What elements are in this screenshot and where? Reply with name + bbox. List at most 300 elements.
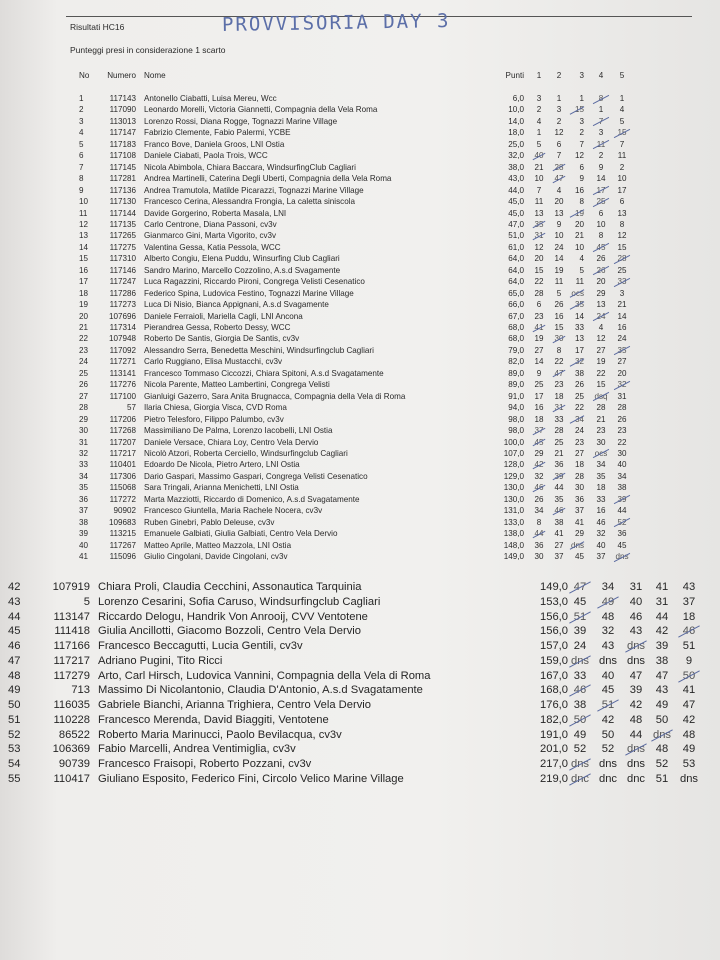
race-score-5: 23 xyxy=(617,426,627,436)
table-row xyxy=(0,640,720,655)
crew-name: Giuliano Esposito, Federico Fini, Circolo Velico Marine Village xyxy=(98,772,404,785)
row-no: 49 xyxy=(8,684,21,697)
race-score-5: 45 xyxy=(617,540,627,550)
race-score-3: 27 xyxy=(574,448,584,458)
race-score-2: 24 xyxy=(554,242,564,252)
crew-name: Daniele Ciabati, Paola Trois, WCC xyxy=(144,151,268,161)
race-score-4: 52 xyxy=(655,758,669,770)
race-score-3: 30 xyxy=(574,483,584,493)
row-no: 1 xyxy=(79,94,84,103)
race-score-3: 19 xyxy=(570,209,584,218)
total-points: 61,0 xyxy=(508,242,524,252)
race-score-4: 26 xyxy=(596,254,606,264)
race-score-1: 2 xyxy=(536,105,542,115)
column-header-numero: Numero xyxy=(107,71,136,80)
race-score-1: 51 xyxy=(569,611,591,623)
sail-number: 113141 xyxy=(109,368,136,378)
race-score-4: 9 xyxy=(598,162,604,172)
crew-name: Luca Ragazzini, Riccardo Pironi, Congrega Velisti Cesenatico xyxy=(144,277,365,287)
sail-number: 713 xyxy=(71,684,90,697)
row-no: 16 xyxy=(79,265,89,275)
race-score-2: 43 xyxy=(601,640,615,652)
sail-number: 115068 xyxy=(109,483,136,493)
sail-number: 117206 xyxy=(109,414,136,424)
race-score-4: 13 xyxy=(596,300,606,310)
sail-number: 117271 xyxy=(109,357,136,367)
row-no: 15 xyxy=(79,254,89,264)
race-score-1: 33 xyxy=(573,669,587,682)
table-row xyxy=(0,460,720,471)
race-score-2: 46 xyxy=(554,506,564,516)
race-score-1: 22 xyxy=(534,277,544,287)
row-no: 47 xyxy=(8,654,21,667)
race-score-2: 37 xyxy=(554,552,564,561)
column-header-race-1: 1 xyxy=(536,71,542,80)
table-row xyxy=(0,197,720,208)
crew-name: Massimo Di Nicolantonio, Claudia D'Antonio, A.s.d Svagatamente xyxy=(98,684,423,697)
race-score-1: 4 xyxy=(536,116,542,126)
total-points: 128,0 xyxy=(503,460,524,470)
race-score-5: 53 xyxy=(682,758,696,770)
sail-number: 117275 xyxy=(109,242,136,252)
total-points: 89,0 xyxy=(508,380,524,390)
sail-number: 117207 xyxy=(109,437,136,447)
race-score-1: 47 xyxy=(569,581,591,593)
total-points: 133,0 xyxy=(503,517,524,527)
race-score-5: 5 xyxy=(619,116,625,126)
race-score-1: 27 xyxy=(534,345,544,355)
race-score-5: 17 xyxy=(617,185,627,195)
crew-name: Francesco Beccagutti, Lucia Gentili, cv3v xyxy=(98,640,303,652)
race-score-2: 13 xyxy=(554,208,564,218)
crew-name: Andrea Tramutola, Matilde Picarazzi, Tognazzi Marine Village xyxy=(144,185,364,195)
row-no: 12 xyxy=(79,219,89,229)
race-score-3: 5 xyxy=(579,265,584,275)
table-row xyxy=(0,506,720,517)
race-score-5: dns xyxy=(615,552,629,561)
total-points: 156,0 xyxy=(540,610,568,623)
crew-name: Emanuele Galbiati, Giulia Galbiati, Centro Vela Dervio xyxy=(144,529,338,539)
row-no: 24 xyxy=(79,357,89,367)
total-points: 38,0 xyxy=(508,162,524,172)
total-points: 79,0 xyxy=(508,345,524,355)
race-score-3: 12 xyxy=(574,151,584,161)
sail-number: 117135 xyxy=(109,219,136,229)
sail-number: 117092 xyxy=(109,345,136,355)
crew-name: Fabrizio Clemente, Fabio Palermi, YCBE xyxy=(144,128,291,138)
table-row xyxy=(0,552,720,563)
crew-name: Valentina Gessa, Katia Pessola, WCC xyxy=(144,242,281,252)
column-header-row xyxy=(0,71,720,83)
row-no: 21 xyxy=(79,323,89,332)
handwritten-stamp: PROVVISORIA DAY 3 xyxy=(221,10,451,36)
race-score-3: 46 xyxy=(629,610,643,623)
race-score-4: 43 xyxy=(655,684,669,697)
sail-number: 107919 xyxy=(52,581,90,593)
race-score-2: 18 xyxy=(554,391,564,401)
sail-number: 117166 xyxy=(53,640,90,652)
race-score-2: 38 xyxy=(554,517,564,527)
table-row xyxy=(0,323,720,334)
crew-name: Giulia Ancillotti, Giacomo Bozzoli, Centro Vela Dervio xyxy=(98,625,362,638)
race-score-4: dsq xyxy=(594,391,608,401)
race-score-3: 35 xyxy=(570,300,584,309)
column-header-no: No xyxy=(79,71,90,80)
sail-number: 117314 xyxy=(109,323,136,332)
race-score-1: 46 xyxy=(569,684,591,696)
sail-number: 117273 xyxy=(109,300,136,310)
table-row xyxy=(0,415,720,426)
total-points: 182,0 xyxy=(540,713,568,726)
row-no: 41 xyxy=(79,552,89,561)
total-points: 219,0 xyxy=(540,772,568,785)
race-score-5: 36 xyxy=(617,529,627,539)
race-score-1: 46 xyxy=(534,483,544,493)
total-points: 107,0 xyxy=(503,448,524,458)
race-score-2: 10 xyxy=(554,231,564,241)
total-points: 44,0 xyxy=(508,185,524,195)
race-score-1: 6 xyxy=(536,300,542,310)
table-row xyxy=(0,254,720,265)
table-row xyxy=(0,231,720,242)
row-no: 50 xyxy=(8,699,21,711)
race-score-5: 35 xyxy=(614,346,630,355)
crew-name: Lorenzo Cesarini, Sofia Caruso, Windsurfingclub Cagliari xyxy=(98,595,381,608)
crew-name: Pietro Telesforo, Filippo Palumbo, cv3v xyxy=(144,414,284,424)
table-row xyxy=(0,581,720,596)
race-score-5: 11 xyxy=(617,151,627,161)
row-no: 39 xyxy=(79,529,89,539)
race-score-3: dns xyxy=(626,640,646,652)
race-score-2: 42 xyxy=(601,713,615,726)
race-score-2: 36 xyxy=(554,460,564,470)
row-no: 26 xyxy=(79,380,89,390)
row-no: 42 xyxy=(8,581,21,593)
crew-name: Davide Gorgerino, Roberta Masala, LNI xyxy=(144,208,287,218)
table-row xyxy=(0,483,720,494)
column-header-nome: Nome xyxy=(144,71,166,80)
row-no: 20 xyxy=(79,311,89,321)
race-score-2: 41 xyxy=(554,529,564,539)
race-score-4: 21 xyxy=(596,414,606,424)
race-score-4: 24 xyxy=(593,312,609,321)
table-row xyxy=(0,289,720,300)
race-score-4: 1 xyxy=(598,105,604,115)
crew-name: Gianmarco Gini, Marta Vigorito, cv3v xyxy=(144,231,277,241)
race-score-3: 43 xyxy=(629,625,643,638)
table-row xyxy=(0,392,720,403)
race-score-1: 36 xyxy=(534,540,544,550)
race-score-1: 7 xyxy=(536,185,542,195)
race-score-3: ocs xyxy=(571,288,584,298)
row-no: 51 xyxy=(8,713,21,726)
race-score-3: dns xyxy=(626,743,646,756)
row-no: 29 xyxy=(79,414,89,424)
race-score-1: 49 xyxy=(573,728,587,741)
total-points: 138,0 xyxy=(503,529,524,539)
race-score-3: 24 xyxy=(574,426,584,436)
crew-name: Ruben Ginebri, Pablo Deleuse, cv3v xyxy=(144,517,275,527)
race-score-3: 14 xyxy=(574,311,584,321)
crew-name: Gianluigi Gazerro, Sara Anita Brugnacca, Compagnia della Vela di Roma xyxy=(144,391,406,401)
race-score-4: 27 xyxy=(596,345,606,355)
race-score-2: 23 xyxy=(554,380,564,390)
sail-number: 117183 xyxy=(109,139,136,149)
total-points: 149,0 xyxy=(540,581,568,593)
race-score-2: 45 xyxy=(601,684,615,697)
race-score-1: 1 xyxy=(536,128,542,138)
crew-name: Leonardo Morelli, Victoria Giannetti, Compagnia della Vela Roma xyxy=(144,105,378,115)
race-score-2: 4 xyxy=(556,185,562,195)
table-row xyxy=(0,438,720,449)
race-score-3: 3 xyxy=(579,116,584,126)
row-no: 34 xyxy=(79,471,89,481)
total-points: 66,0 xyxy=(508,300,524,310)
sail-number: 117279 xyxy=(53,669,90,682)
crew-name: Gabriele Bianchi, Arianna Trighiera, Centro Vela Dervio xyxy=(98,699,371,711)
crew-name: Adriano Pugini, Tito Ricci xyxy=(98,654,223,667)
total-points: 64,0 xyxy=(508,277,524,287)
race-score-4: 3 xyxy=(598,128,604,138)
race-score-5: 10 xyxy=(617,174,627,184)
race-score-2: 7 xyxy=(556,151,562,161)
race-score-4: 37 xyxy=(596,552,606,561)
total-points: 149,0 xyxy=(503,552,524,561)
race-score-4: 34 xyxy=(596,460,606,470)
sail-number: 86522 xyxy=(58,728,90,741)
total-points: 68,0 xyxy=(508,334,524,344)
race-score-4: 32 xyxy=(596,529,606,539)
table-row xyxy=(0,300,720,311)
total-points: 168,0 xyxy=(540,684,568,697)
total-points: 129,0 xyxy=(503,471,524,481)
document-subtitle: Punteggi presi in considerazione 1 scarto xyxy=(70,45,226,55)
race-score-2: dns xyxy=(598,654,618,667)
race-score-2: 19 xyxy=(554,265,564,275)
row-no: 45 xyxy=(8,625,21,638)
total-points: 65,0 xyxy=(508,288,524,298)
race-score-4: ocs xyxy=(594,448,608,458)
race-score-1: 13 xyxy=(534,208,544,218)
race-score-5: 33 xyxy=(614,277,630,286)
table-row xyxy=(0,105,720,116)
row-no: 37 xyxy=(79,506,89,516)
race-score-3: dns xyxy=(626,758,646,770)
race-score-5: 47 xyxy=(682,699,696,711)
race-score-3: 2 xyxy=(579,128,584,138)
row-no: 46 xyxy=(8,640,21,652)
crew-name: Dario Gaspari, Massimo Gaspari, Congrega Velisti Cesenatico xyxy=(144,471,368,481)
race-score-5: 42 xyxy=(682,713,696,726)
race-score-1: 40 xyxy=(534,151,544,161)
race-score-1: 52 xyxy=(573,743,587,756)
crew-name: Luca Di Nisio, Bianca Appignani, A.s.d Svagamente xyxy=(144,300,329,310)
race-score-2: 32 xyxy=(601,625,615,638)
race-score-4: 14 xyxy=(596,174,606,184)
sail-number: 110401 xyxy=(109,460,136,470)
table-row xyxy=(0,625,720,640)
column-header-race-2: 2 xyxy=(556,71,562,80)
sail-number: 110417 xyxy=(53,772,90,785)
race-score-1: 17 xyxy=(534,391,544,401)
crew-name: Edoardo De Nicola, Pietro Artero, LNI Ostia xyxy=(144,460,300,470)
row-no: 14 xyxy=(79,242,89,252)
race-score-1: 12 xyxy=(534,242,544,252)
crew-name: Roberto De Santis, Giorgia De Santis, cv3v xyxy=(144,334,300,344)
sail-number: 117143 xyxy=(109,94,136,103)
table-row xyxy=(0,357,720,368)
total-points: 64,0 xyxy=(508,265,524,275)
row-no: 5 xyxy=(79,139,84,149)
row-no: 54 xyxy=(8,758,21,770)
table-row xyxy=(0,346,720,357)
race-score-4: 41 xyxy=(655,581,669,593)
table-row xyxy=(0,495,720,506)
race-score-5: 48 xyxy=(682,728,696,741)
race-score-3: 48 xyxy=(629,713,643,726)
sail-number: 117286 xyxy=(109,288,136,298)
race-score-4: 15 xyxy=(596,380,606,390)
total-points: 47,0 xyxy=(508,219,524,229)
row-no: 10 xyxy=(79,197,89,207)
race-score-1: 44 xyxy=(534,529,544,539)
sail-number: 117247 xyxy=(109,277,136,287)
sail-number: 117272 xyxy=(109,494,136,504)
sail-number: 115096 xyxy=(109,552,136,561)
race-score-4: 42 xyxy=(655,625,669,638)
race-score-3: 22 xyxy=(574,403,584,413)
sail-number: 90902 xyxy=(113,506,136,516)
race-score-3: 23 xyxy=(574,437,584,447)
race-score-3: 42 xyxy=(629,699,643,711)
table-row xyxy=(0,773,720,788)
race-score-5: 51 xyxy=(682,640,696,652)
crew-name: Pierandrea Gessa, Roberto Dessy, WCC xyxy=(144,323,291,332)
race-score-5: 43 xyxy=(682,581,696,593)
race-score-2: 47 xyxy=(554,174,564,184)
race-score-5: 22 xyxy=(617,437,627,447)
total-points: 159,0 xyxy=(540,654,568,667)
crew-name: Lorenzo Rossi, Diana Rogge, Tognazzi Marine Village xyxy=(144,116,338,126)
row-no: 31 xyxy=(79,437,89,447)
race-score-3: 38 xyxy=(574,368,584,378)
table-row xyxy=(0,334,720,345)
table-row xyxy=(0,243,720,254)
total-points: 82,0 xyxy=(508,357,524,367)
race-score-1: 3 xyxy=(536,94,542,103)
race-score-5: 30 xyxy=(617,448,627,458)
race-score-5: 44 xyxy=(617,506,627,516)
race-score-2: 30 xyxy=(554,334,564,344)
race-score-5: 8 xyxy=(619,219,625,229)
column-header-race-3: 3 xyxy=(579,71,584,80)
race-score-5: 15 xyxy=(614,128,630,137)
race-score-2: 1 xyxy=(556,94,562,103)
race-score-3: 44 xyxy=(629,728,643,741)
race-score-1: 23 xyxy=(534,311,544,321)
sail-number: 113147 xyxy=(53,610,90,623)
race-score-3: 17 xyxy=(574,345,584,355)
row-no: 55 xyxy=(8,772,21,785)
crew-name: Nicolò Atzori, Roberta Cerciello, Windsurfingclub Cagliari xyxy=(144,448,348,458)
race-score-5: 24 xyxy=(617,334,627,344)
sail-number: 107696 xyxy=(108,311,136,321)
row-no: 28 xyxy=(79,403,89,413)
sail-number: 109683 xyxy=(108,517,136,527)
total-points: 14,0 xyxy=(508,116,524,126)
race-score-4: 22 xyxy=(596,368,606,378)
race-score-1: 30 xyxy=(534,552,544,561)
race-score-2: 22 xyxy=(554,357,564,367)
race-score-1: 19 xyxy=(534,334,544,344)
table-row xyxy=(0,596,720,611)
race-score-5: 3 xyxy=(619,288,625,298)
race-score-3: 15 xyxy=(570,105,584,114)
race-score-4: 44 xyxy=(655,610,669,623)
table-row xyxy=(0,611,720,626)
crew-name: Sandro Marino, Marcello Cozzolino, A.s.d Svagamente xyxy=(144,265,341,275)
row-no: 48 xyxy=(8,669,21,682)
sail-number: 117268 xyxy=(109,426,136,436)
crew-name: Riccardo Delogu, Handrik Von Anrooij, CVV Ventotene xyxy=(98,610,368,623)
sail-number: 117265 xyxy=(109,231,136,241)
race-score-4: 31 xyxy=(655,595,669,608)
race-score-5: 18 xyxy=(682,610,696,623)
race-score-1: 32 xyxy=(534,471,544,481)
table-row xyxy=(0,209,720,220)
crew-name: Daniele Versace, Chiara Loy, Centro Vela Dervio xyxy=(144,437,319,447)
race-score-4: 35 xyxy=(596,471,606,481)
total-points: 167,0 xyxy=(540,669,568,682)
row-no: 33 xyxy=(79,460,89,470)
total-points: 45,0 xyxy=(508,208,524,218)
table-row xyxy=(0,380,720,391)
race-score-2: 33 xyxy=(554,414,564,424)
sail-number: 117144 xyxy=(109,208,136,218)
race-score-2: 48 xyxy=(601,610,615,623)
row-no: 6 xyxy=(79,151,84,161)
race-score-2: 3 xyxy=(556,105,562,115)
race-score-1: dns xyxy=(570,654,590,667)
race-score-3: 39 xyxy=(629,684,643,697)
table-row xyxy=(0,449,720,460)
race-score-1: 39 xyxy=(573,625,587,638)
total-points: 217,0 xyxy=(540,758,568,770)
crew-name: Alessandro Serra, Benedetta Meschini, Windsurfingclub Cagliari xyxy=(144,345,374,355)
race-score-2: 49 xyxy=(597,596,619,608)
race-score-3: 7 xyxy=(579,139,584,149)
table-row xyxy=(0,684,720,699)
race-score-1: dns xyxy=(570,758,590,770)
total-points: 6,0 xyxy=(512,94,524,103)
row-no: 11 xyxy=(79,208,88,218)
total-points: 10,0 xyxy=(508,105,524,115)
row-no: 3 xyxy=(79,116,84,126)
table-row xyxy=(0,670,720,685)
race-score-5: 34 xyxy=(617,471,627,481)
race-score-5: 2 xyxy=(619,162,625,172)
race-score-2: 26 xyxy=(554,300,564,310)
table-row xyxy=(0,312,720,323)
race-score-5: 25 xyxy=(617,265,627,275)
race-score-2: 16 xyxy=(554,311,564,321)
row-no: 32 xyxy=(79,448,89,458)
race-score-2: 2 xyxy=(556,116,562,126)
sail-number: 117267 xyxy=(109,540,136,550)
row-no: 19 xyxy=(79,300,89,310)
race-score-5: 1 xyxy=(619,94,625,103)
race-score-5: 40 xyxy=(617,460,627,470)
